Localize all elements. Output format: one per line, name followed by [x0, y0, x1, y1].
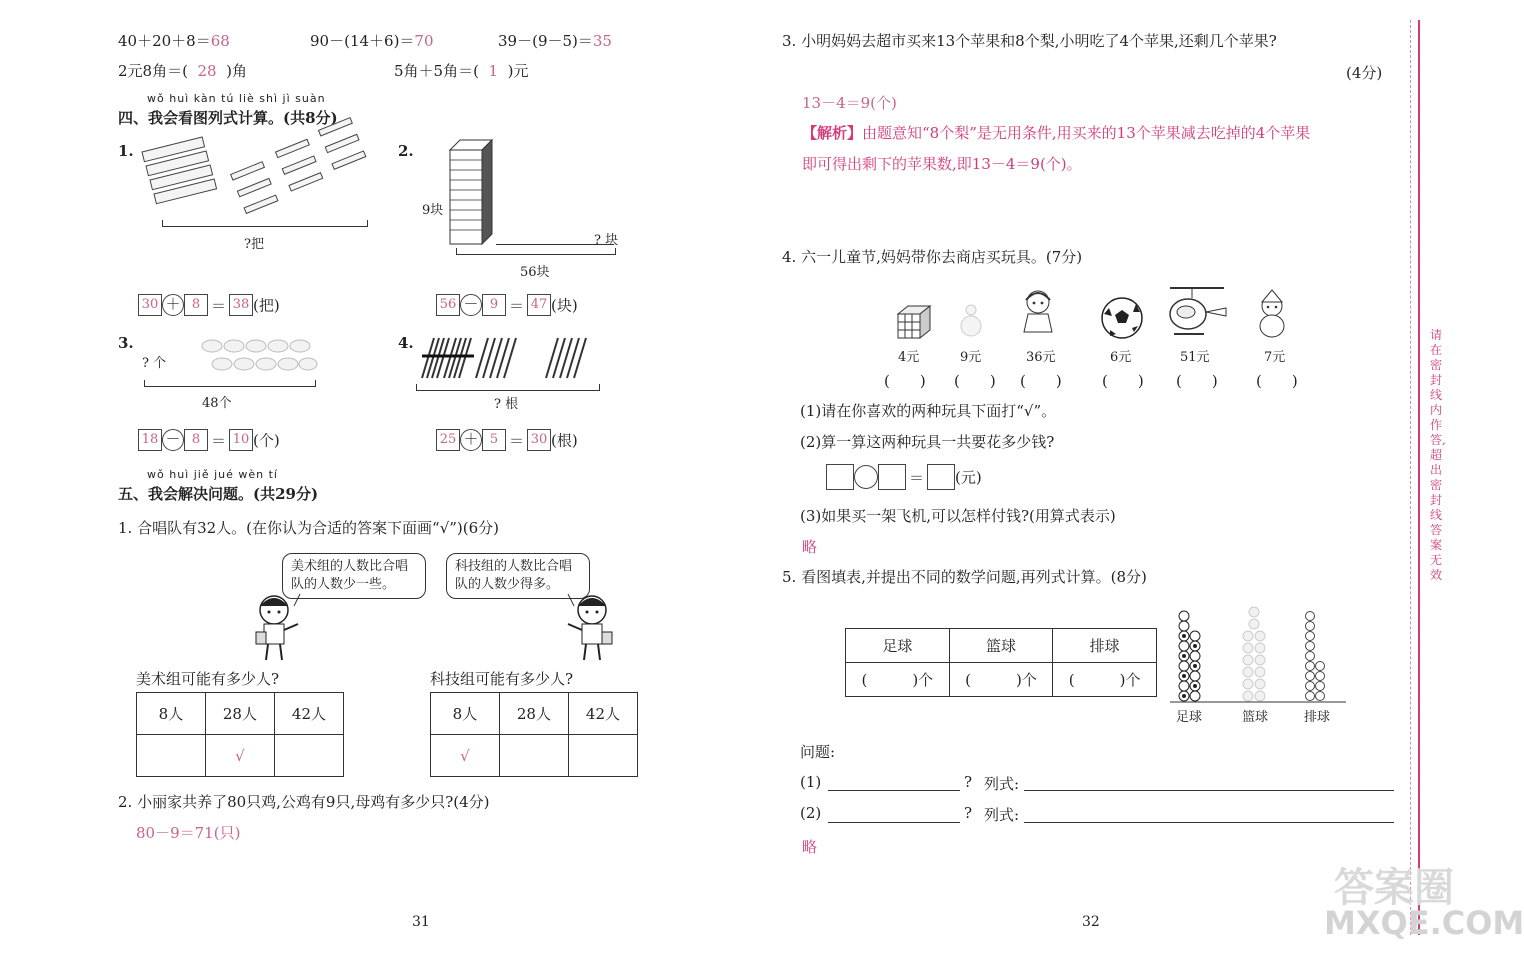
p4-sub-2: (2)算一算这两种玩具一共要花多少钱? — [800, 433, 1055, 451]
choice-paren[interactable]: ( ) — [1256, 372, 1298, 390]
calc-answer: 68 — [210, 32, 230, 50]
table-header: 8人 — [431, 693, 500, 735]
calc-row-2 — [118, 60, 247, 81]
q4-equation — [436, 429, 578, 451]
formula-1-blank[interactable] — [1024, 790, 1394, 791]
p3-analysis-line-1 — [802, 122, 1310, 143]
q2-brace-label: 56块 — [520, 265, 550, 280]
number-box[interactable]: 56 — [436, 294, 460, 316]
q1-equation — [138, 294, 280, 316]
watermark-logo: 答案圈 — [1334, 865, 1454, 911]
question-2-number: (2) — [800, 804, 822, 822]
question-1-blank[interactable] — [828, 790, 960, 791]
boy-figure-left — [250, 592, 320, 664]
table-header: 42人 — [274, 693, 343, 735]
p1-ask-1: 美术组可能有多少人? — [136, 670, 280, 688]
p2-text: 2. 小丽家共养了80只鸡,公鸡有9只,母鸡有多少只?(4分) — [118, 793, 490, 811]
unit: (把) — [253, 296, 280, 315]
calc-answer: 28 — [197, 62, 217, 80]
analysis-text: 由题意知“8个梨”是无用条件,用买来的13个苹果减去吃掉的4个苹果 — [862, 124, 1311, 142]
calc-expr-end: )元 — [507, 62, 529, 80]
unit: (根) — [551, 431, 578, 450]
answer-cell[interactable] — [137, 735, 206, 777]
sticks-illustration — [416, 334, 600, 382]
q1-number: 1. — [118, 142, 134, 160]
price-label: 4元 — [898, 350, 920, 365]
section-4-title: 四、我会看图列式计算。(共8分) — [118, 109, 338, 127]
question-mark: ? — [964, 804, 973, 822]
price-label: 6元 — [1110, 350, 1132, 365]
calc-answer: 70 — [414, 32, 434, 50]
p1-ask-2: 科技组可能有多少人? — [430, 670, 574, 688]
section-4-pinyin: wǒ huì kàn tú liè shì jì suàn — [147, 92, 326, 105]
analysis-tag: 【解析】 — [802, 124, 863, 142]
q4-number: 4. — [398, 334, 414, 352]
umbrella-illustration — [136, 138, 376, 208]
result-box[interactable]: 10 — [229, 429, 253, 451]
answer-cell-checked[interactable]: √ — [205, 735, 274, 777]
operator-circle[interactable]: － — [162, 429, 184, 451]
count-cell[interactable]: ( )个 — [949, 663, 1053, 697]
price-label: 7元 — [1264, 350, 1286, 365]
ball-stack-picture — [1168, 604, 1348, 704]
p5-answer: 略 — [802, 838, 818, 856]
calc-row-1 — [118, 30, 230, 51]
seal-line-notice: 请在密封线内作答,超出密封线答案无效 — [1430, 328, 1446, 582]
number-box[interactable] — [826, 464, 854, 490]
formula-label: 列式: — [984, 806, 1020, 824]
p4-text: 4. 六一儿童节,妈妈带你去商店买玩具。(7分) — [782, 248, 1083, 266]
speech-bubble-1: 美术组的人数比合唱队的人数少一些。 — [282, 553, 426, 599]
p3-answer: 13－4＝9(个) — [802, 94, 897, 112]
calc-expr: 5角＋5角＝( — [394, 62, 479, 80]
table-header: 8人 — [137, 693, 206, 735]
equals-sign: ＝ — [509, 431, 525, 450]
section-5-title: 五、我会解决问题。(共29分) — [118, 485, 319, 503]
equals-sign: ＝ — [909, 468, 925, 487]
q4-brace-label: ? 根 — [494, 397, 519, 412]
result-box[interactable]: 30 — [527, 429, 551, 451]
soccer-ball-icon — [1100, 296, 1144, 340]
price-label: 51元 — [1180, 350, 1210, 365]
operator-circle[interactable]: ＋ — [162, 294, 184, 316]
number-box[interactable]: 5 — [482, 429, 506, 451]
operator-circle[interactable]: － — [460, 294, 482, 316]
calc-item — [394, 60, 528, 81]
q2-side-label: 9块 — [422, 203, 444, 218]
boy-figure-right — [554, 592, 624, 664]
formula-label: 列式: — [984, 775, 1020, 793]
p3-text: 3. 小明妈妈去超市买来13个苹果和8个梨,小明吃了4个苹果,还剩几个苹果? — [782, 32, 1277, 50]
p4-sub-1: (1)请在你喜欢的两种玩具下面打“√”。 — [800, 402, 1057, 420]
q3-equation — [138, 429, 280, 451]
result-box[interactable] — [927, 464, 955, 490]
table-header: 42人 — [568, 693, 637, 735]
section-5-pinyin: wǒ huì jiě jué wèn tí — [147, 468, 278, 481]
number-box[interactable]: 9 — [482, 294, 506, 316]
choice-paren[interactable]: ( ) — [954, 372, 996, 390]
question-1-number: (1) — [800, 773, 822, 791]
p5-table — [845, 628, 1157, 697]
q3-question-label: ? 个 — [142, 356, 167, 371]
unit: (个) — [253, 431, 280, 450]
operator-circle[interactable]: ＋ — [460, 429, 482, 451]
doll-icon — [1018, 288, 1058, 340]
table-header: 篮球 — [949, 629, 1053, 663]
equals-sign: ＝ — [509, 296, 525, 315]
question-label: 问题: — [800, 743, 836, 761]
p3-analysis-line-2: 即可得出剩下的苹果数,即13－4＝9(个)。 — [802, 155, 1082, 173]
unit: (块) — [551, 296, 578, 315]
number-box[interactable]: 25 — [436, 429, 460, 451]
bar-label: 排球 — [1304, 710, 1331, 725]
question-mark: ? — [964, 773, 973, 791]
q2-top-bracket — [496, 244, 614, 245]
calc-answer: 1 — [488, 62, 499, 80]
q3-brace — [144, 380, 316, 387]
q3-brace-label: 48个 — [202, 396, 232, 411]
number-box[interactable]: 30 — [138, 294, 162, 316]
count-cell[interactable]: ( )个 — [1053, 663, 1157, 697]
seal-dash-line — [1410, 20, 1411, 935]
q3-number: 3. — [118, 334, 134, 352]
equals-sign: ＝ — [211, 431, 227, 450]
unit: (元) — [955, 468, 982, 487]
p1-table-1 — [136, 692, 344, 777]
q2-brace — [456, 248, 616, 255]
p5-text: 5. 看图填表,并提出不同的数学问题,再列式计算。(8分) — [782, 568, 1147, 586]
p1-text: 1. 合唱队有32人。(在你认为合适的答案下面画“√”)(6分) — [118, 519, 500, 537]
q4-brace — [416, 384, 600, 391]
page-number-left: 31 — [412, 914, 430, 930]
page-number-right: 32 — [1082, 914, 1100, 930]
p4-equation — [826, 464, 982, 490]
calc-answer: 35 — [592, 32, 612, 50]
formula-2-blank[interactable] — [1024, 822, 1394, 823]
result-box[interactable]: 47 — [527, 294, 551, 316]
teddy-icon — [1252, 292, 1292, 340]
choice-paren[interactable]: ( ) — [1176, 372, 1218, 390]
table-header: 排球 — [1053, 629, 1157, 663]
result-box[interactable]: 38 — [229, 294, 253, 316]
number-box[interactable] — [878, 464, 906, 490]
calc-expr: 39－(9－5)＝ — [498, 32, 593, 50]
speech-bubble-2: 科技组的人数比合唱队的人数少得多。 — [446, 553, 590, 599]
equals-sign: ＝ — [211, 296, 227, 315]
count-cell[interactable]: ( )个 — [846, 663, 950, 697]
bar-label: 足球 — [1176, 710, 1203, 725]
q2-brace-question: ? 块 — [594, 233, 619, 248]
binding-line — [1418, 20, 1420, 935]
choice-paren[interactable]: ( ) — [884, 372, 926, 390]
calc-expr: 40＋20＋8＝ — [118, 32, 211, 50]
p4-sub-3: (3)如果买一架飞机,可以怎样付钱?(用算式表示) — [800, 507, 1116, 525]
helicopter-icon — [1164, 282, 1230, 340]
calc-expr: 90－(14＋6)＝ — [310, 32, 415, 50]
p1-table-2 — [430, 692, 638, 777]
p4-answer: 略 — [802, 538, 818, 556]
price-label: 36元 — [1026, 350, 1056, 365]
number-box[interactable]: 18 — [138, 429, 162, 451]
calc-expr: 2元8角＝( — [118, 62, 188, 80]
q2-number: 2. — [398, 142, 414, 160]
flowers-illustration — [200, 336, 318, 376]
answer-cell[interactable] — [568, 735, 637, 777]
table-header: 28人 — [205, 693, 274, 735]
brick-stack-illustration — [448, 140, 494, 246]
table-header: 足球 — [846, 629, 950, 663]
p3-score: (4分) — [1346, 64, 1383, 82]
toy-figure-icon — [956, 300, 986, 340]
answer-cell[interactable] — [499, 735, 568, 777]
calc-item — [498, 30, 612, 51]
bar-label: 篮球 — [1242, 710, 1269, 725]
question-2-blank[interactable] — [828, 822, 960, 823]
number-box[interactable]: 8 — [184, 429, 208, 451]
calc-expr-end: )角 — [226, 62, 247, 80]
calc-item — [310, 30, 434, 51]
table-header: 28人 — [499, 693, 568, 735]
answer-cell-checked[interactable]: √ — [431, 735, 500, 777]
choice-paren[interactable]: ( ) — [1102, 372, 1144, 390]
q1-brace — [162, 220, 368, 227]
choice-paren[interactable]: ( ) — [1020, 372, 1062, 390]
price-label: 9元 — [960, 350, 982, 365]
q2-equation — [436, 294, 578, 316]
q1-brace-label: ?把 — [244, 237, 264, 252]
watermark-url: MXQE.COM — [1324, 904, 1524, 942]
answer-cell[interactable] — [274, 735, 343, 777]
number-box[interactable]: 8 — [184, 294, 208, 316]
rubiks-cube-icon — [894, 304, 934, 340]
p2-answer: 80－9＝71(只) — [136, 824, 241, 842]
operator-circle[interactable] — [854, 465, 878, 489]
